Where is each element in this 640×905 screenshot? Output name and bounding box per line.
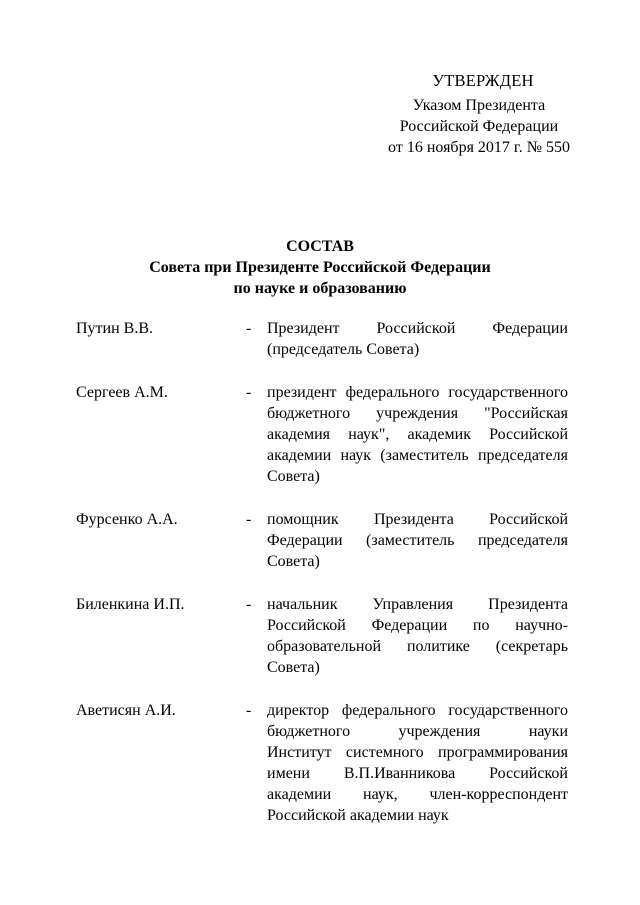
role-line: помощник Президента Российской	[267, 511, 568, 528]
role-line: директор федерального государственного	[267, 702, 568, 719]
member-role	[267, 594, 568, 678]
member-role	[267, 509, 568, 572]
decree-line: Указом Президента	[412, 97, 546, 114]
document-title	[0, 236, 640, 299]
decree-line: Российской Федерации	[399, 118, 559, 135]
member-row	[76, 700, 568, 826]
role-line: бюджетного учреждения науки	[267, 723, 568, 740]
member-name: Путин В.В.	[76, 320, 154, 337]
approved-heading: УТВЕРЖДЕН	[432, 71, 534, 90]
member-dash: -	[246, 320, 252, 337]
member-name: Сергеев А.М.	[76, 384, 168, 401]
role-line: (председатель Совета)	[267, 341, 420, 358]
role-line: Российской академии наук	[267, 807, 449, 824]
role-line: Президент Российской Федерации	[267, 320, 568, 337]
member-row	[76, 594, 568, 678]
member-row	[76, 318, 568, 360]
role-line: академии наук, член-корреспондент	[267, 786, 568, 803]
role-line: бюджетного учреждения "Российская	[267, 405, 568, 422]
member-role	[267, 382, 568, 487]
role-line: президент федерального государственного	[267, 384, 568, 401]
member-role	[267, 318, 568, 360]
member-row	[76, 509, 568, 572]
title-line: Совета при Президенте Российской Федерации	[149, 259, 491, 276]
members-list	[76, 318, 568, 848]
member-name: Биленкина И.П.	[76, 596, 185, 613]
decree-reference	[360, 95, 598, 158]
member-dash: -	[246, 596, 252, 613]
role-line: имени В.П.Иванникова Российской	[267, 765, 568, 782]
member-dash: -	[246, 384, 252, 401]
role-line: Совета)	[267, 468, 320, 485]
role-line: Российской Федерации по научно-	[267, 617, 568, 634]
role-line: Федерации (заместитель председателя	[267, 532, 568, 549]
role-line: начальник Управления Президента	[267, 596, 568, 613]
role-line: образовательной политике (секретарь	[267, 638, 568, 655]
member-row	[76, 382, 568, 487]
decree-line: от 16 ноября 2017 г. № 550	[388, 139, 570, 156]
role-line: Совета)	[267, 553, 320, 570]
role-line: академии наук (заместитель председателя	[267, 447, 568, 464]
approval-block	[360, 70, 598, 158]
title-line: СОСТАВ	[286, 238, 354, 255]
role-line: Институт системного программирования	[267, 744, 568, 761]
member-role	[267, 700, 568, 826]
title-line: по науке и образованию	[233, 280, 407, 297]
role-line: академия наук", академик Российской	[267, 426, 568, 443]
member-dash: -	[246, 511, 252, 528]
member-dash: -	[246, 702, 252, 719]
member-name: Аветисян А.И.	[76, 702, 176, 719]
member-name: Фурсенко А.А.	[76, 511, 178, 528]
role-line: Совета)	[267, 659, 320, 676]
